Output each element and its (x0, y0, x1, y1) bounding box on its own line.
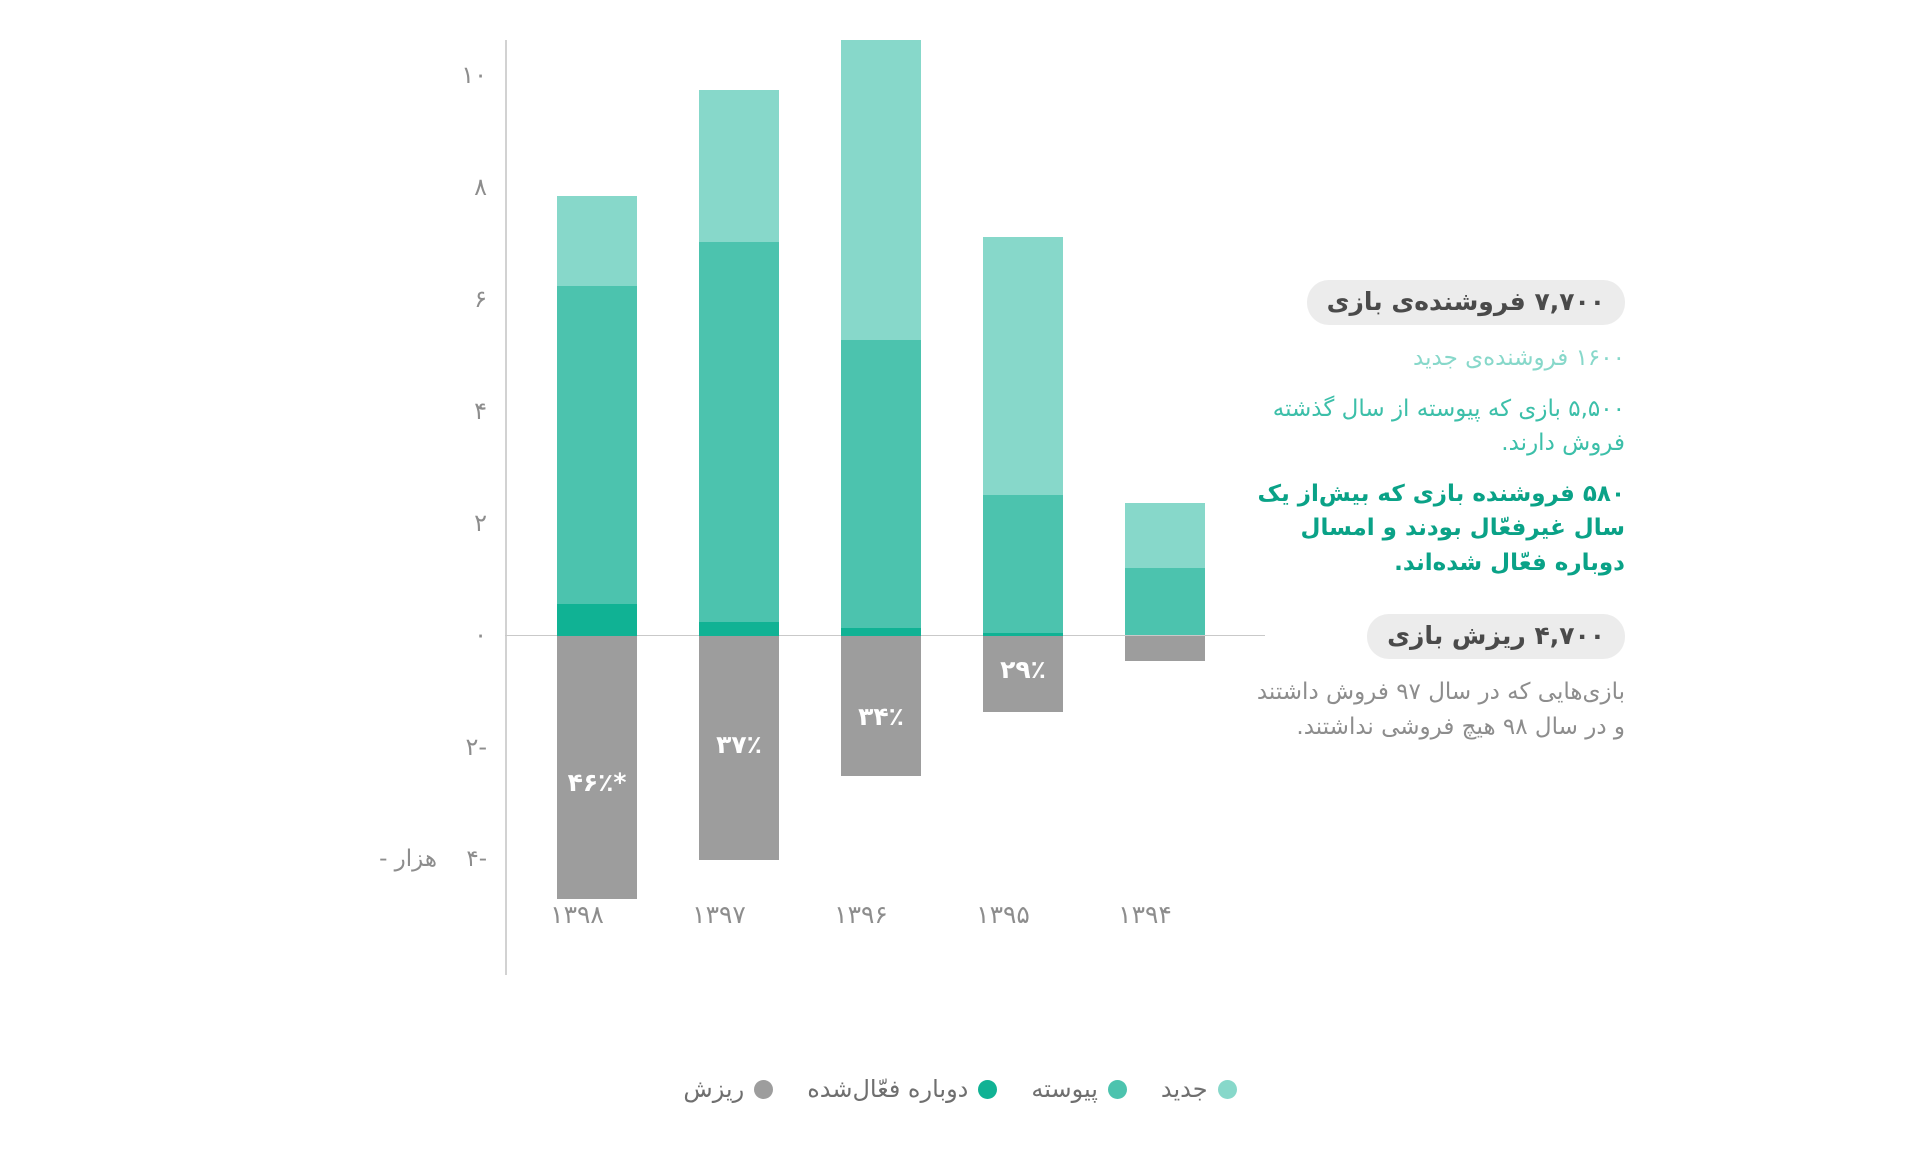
bar-label-1395: ۲۹٪ (1000, 655, 1046, 684)
bar-segment-new-1395[interactable] (983, 237, 1063, 495)
y-tick-2: ۲ (474, 509, 487, 537)
bar-segment-reactivated-1396[interactable] (841, 628, 921, 636)
legend-label-continued: پیوسته (1031, 1075, 1098, 1103)
annotation-continued-sellers: ۵,۵۰۰ بازی که پیوسته از سال گذشته فروش دارند. (1272, 395, 1625, 456)
bar-segment-churn-1394[interactable] (1125, 636, 1205, 661)
legend-swatch-churn-icon (754, 1080, 773, 1099)
annotation-spacer (1255, 580, 1625, 614)
annotation-reactivated-sellers: ۵۸۰ فروشنده بازی که بیش‌از یک سال غیرفعّال بودند و امسال دوباره فعّال شده‌اند. (1257, 480, 1625, 576)
bar-label-1398: *۴۶٪ (567, 768, 627, 797)
bar-segment-continued-1395[interactable] (983, 495, 1063, 635)
y-tick-minus-4: -۴ (466, 846, 487, 872)
bar-segment-continued-1394[interactable] (1125, 568, 1205, 635)
bar-segment-new-1396[interactable] (841, 40, 921, 340)
annotation-pill-churn: ۴,۷۰۰ ریزش بازی (1367, 614, 1625, 659)
bar-label-1397: ۳۷٪ (716, 730, 762, 759)
legend-item-continued[interactable] (1031, 1075, 1127, 1103)
y-tick-0: ۰ (474, 621, 487, 649)
plot-area (379, 30, 1265, 960)
legend-swatch-reactivated-icon (978, 1080, 997, 1099)
x-tick-1397: ۱۳۹۷ (692, 900, 746, 929)
x-tick-1398: ۱۳۹۸ (550, 900, 604, 929)
legend-swatch-continued-icon (1108, 1080, 1127, 1099)
bar-group-1396[interactable] (834, 30, 921, 960)
x-tick-1395: ۱۳۹۵ (976, 900, 1030, 929)
annotation-new-sellers: ۱۶۰۰ فروشنده‌ی جدید (1413, 345, 1625, 371)
chart-legend (0, 1075, 1920, 1103)
bar-segment-reactivated-1398[interactable] (557, 604, 637, 636)
bar-group-1395[interactable] (976, 30, 1063, 960)
x-tick-1396: ۱۳۹۶ (834, 900, 888, 929)
bar-label-1396: ۳۴٪ (858, 702, 904, 731)
legend-item-reactivated[interactable] (807, 1075, 997, 1103)
annotation-panel (1255, 280, 1625, 744)
bar-segment-new-1397[interactable] (699, 90, 779, 242)
legend-label-churn: ریزش (683, 1075, 745, 1103)
legend-item-churn[interactable] (683, 1075, 773, 1103)
y-tick-8: ۸ (474, 173, 487, 201)
x-tick-1394: ۱۳۹۴ (1118, 900, 1172, 929)
bar-segment-continued-1398[interactable] (557, 286, 637, 604)
legend-label-new: جدید (1160, 1075, 1208, 1103)
bar-series (505, 30, 1265, 960)
y-tick-6: ۶ (474, 285, 487, 313)
bar-group-1398[interactable] (550, 30, 637, 960)
bar-segment-continued-1396[interactable] (841, 340, 921, 628)
legend-label-reactivated: دوباره فعّال‌شده (807, 1075, 969, 1103)
legend-item-new[interactable] (1161, 1075, 1237, 1103)
bar-segment-new-1398[interactable] (557, 196, 637, 286)
legend-swatch-new-icon (1218, 1080, 1237, 1099)
bar-segment-continued-1397[interactable] (699, 242, 779, 622)
y-tick-minus-2: -۲ (465, 733, 487, 761)
bar-segment-reactivated-1397[interactable] (699, 622, 779, 636)
bar-group-1397[interactable] (692, 30, 779, 960)
y-tick-10: ۱۰ (461, 61, 487, 89)
annotation-churn-description: بازی‌هایی که در سال ۹۷ فروش داشتند و در سال ۹۸ هیچ فروشی نداشتند. (1256, 679, 1625, 740)
bar-group-1394[interactable] (1118, 30, 1205, 960)
annotation-pill-sellers: ۷,۷۰۰ فروشنده‌ی بازی (1307, 280, 1625, 325)
y-axis-unit-label (466, 846, 487, 872)
y-axis-unit: هزار - (379, 846, 437, 872)
y-tick-4: ۴ (474, 397, 487, 425)
